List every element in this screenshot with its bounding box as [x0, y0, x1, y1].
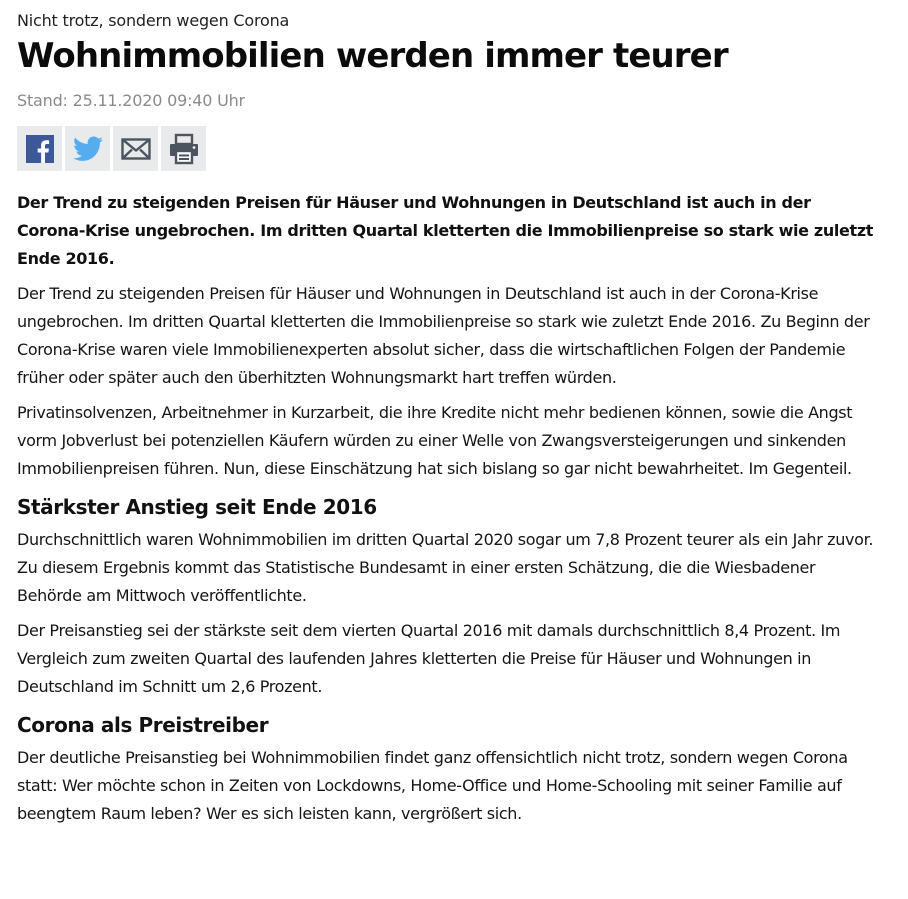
article-paragraph: Privatinsolvenzen, Arbeitnehmer in Kurzarbeit, die ihre Kredite nicht mehr bedienen können, sowie die Angst vorm Jobverlust bei potenziellen Käufern würden zu einer Welle von Zwangsversteigerungen und sinkenden Immobilienpreisen führen. Nun, diese Einschätzung hat sich bislang so gar nicht bewahrheitet. Im Gegenteil. [17, 403, 853, 478]
print-icon [168, 133, 200, 165]
article-paragraph: Durchschnittlich waren Wohnimmobilien im dritten Quartal 2020 sogar um 7,8 Prozent teurer als ein Jahr zuvor. Zu diesem Ergebnis kommt das Statistische Bundesamt in einer ersten Schätzung, die die Wiesbadener Behörde am Mittwoch veröffentlichte. [17, 530, 874, 605]
print-button[interactable] [161, 126, 206, 171]
share-twitter-button[interactable] [65, 126, 110, 171]
section-heading: Stärkster Anstieg seit Ende 2016 [17, 495, 377, 519]
article-paragraph: Der deutliche Preisanstieg bei Wohnimmobilien findet ganz offensichtlich nicht trotz, sondern wegen Corona statt: Wer möchte schon in Zeiten von Lockdowns, Home-Office und Home-Schooling mit seiner Familie auf beengtem Raum leben? Wer es sich leisten kann, vergrößert sich. [17, 748, 848, 823]
section-heading: Corona als Preistreiber [17, 713, 269, 737]
share-bar [17, 126, 877, 171]
article-headline: Wohnimmobilien werden immer teurer [17, 36, 728, 76]
article-lead: Der Trend zu steigenden Preisen für Häuser und Wohnungen in Deutschland ist auch in der Corona-Krise ungebrochen. Im dritten Quartal kletterten die Immobilienpreise so stark wie zuletzt Ende 2016. [17, 193, 874, 268]
article-kicker: Nicht trotz, sondern wegen Corona [17, 11, 290, 30]
article-paragraph: Der Trend zu steigenden Preisen für Häuser und Wohnungen in Deutschland ist auch in der Corona-Krise ungebrochen. Im dritten Quartal kletterten die Immobilienpreise so stark wie zuletzt Ende 2016. Zu Beginn der Corona-Krise waren viele Immobilienexperten absolut sicher, dass die wirtschaftlichen Folgen der Pandemie früher oder später auch den überhitzten Wohnungsmarkt hart treffen würden. [17, 284, 870, 387]
article-date: Stand: 25.11.2020 09:40 Uhr [17, 91, 245, 110]
twitter-icon [73, 136, 103, 162]
mail-icon [121, 138, 151, 160]
share-facebook-button[interactable] [17, 126, 62, 171]
article-paragraph: Der Preisanstieg sei der stärkste seit dem vierten Quartal 2016 mit damals durchschnittlich 8,4 Prozent. Im Vergleich zum zweiten Quartal des laufenden Jahres kletterten die Preise für Häuser und Wohnungen in Deutschland im Schnitt um 2,6 Prozent. [17, 621, 841, 696]
share-mail-button[interactable] [113, 126, 158, 171]
facebook-icon [26, 135, 54, 163]
